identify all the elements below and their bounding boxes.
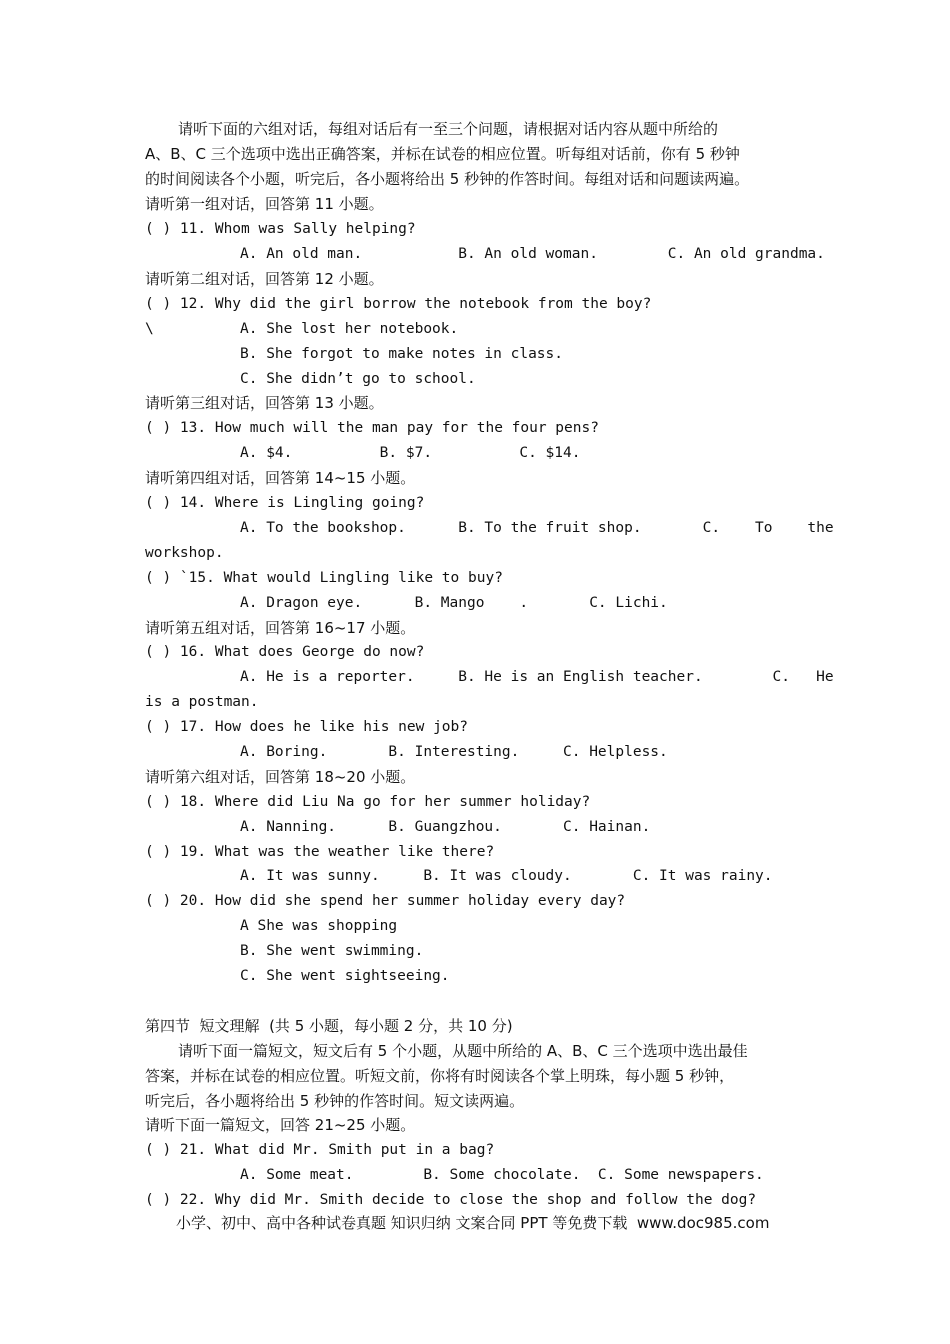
question-22: ( ) 22. Why did Mr. Smith decide to close the shop and follow the dog? bbox=[145, 1192, 757, 1208]
section-4-intro-line-3: 听完后，各小题将给出 5 秒钟的作答时间。短文读两遍。 bbox=[145, 1092, 525, 1110]
question-12-option-a: A. She lost her notebook. bbox=[240, 321, 459, 337]
question-19-options: A. It was sunny. B. It was cloudy. C. It was rainy. bbox=[240, 868, 773, 884]
group-5-heading: 请听第五组对话，回答第 16~17 小题。 bbox=[145, 619, 416, 637]
question-14-options: A. To the bookshop. B. To the fruit shop. C. To the bbox=[240, 520, 834, 536]
question-12: ( ) 12. Why did the girl borrow the notebook from the boy? bbox=[145, 296, 652, 312]
question-17: ( ) 17. How does he like his new job? bbox=[145, 719, 469, 735]
question-18-options: A. Nanning. B. Guangzhou. C. Hainan. bbox=[240, 819, 651, 835]
question-16-options-wrap: is a postman. bbox=[145, 694, 259, 710]
question-12-option-b: B. She forgot to make notes in class. bbox=[240, 346, 564, 362]
question-20-option-c: C. She went sightseeing. bbox=[240, 968, 450, 984]
stray-mark: \ bbox=[145, 321, 154, 337]
footer-download-note: 小学、初中、高中各种试卷真题 知识归纳 文案合同 PPT 等免费下载 www.doc985.com bbox=[176, 1214, 770, 1232]
section-4-intro-line-2: 答案，并标在试卷的相应位置。听短文前，你将有时阅读各个掌上明珠，每小题 5 秒钟， bbox=[145, 1067, 735, 1085]
question-20-option-a: A She was shopping bbox=[240, 918, 398, 934]
question-14-options-wrap: workshop. bbox=[145, 545, 224, 561]
question-18: ( ) 18. Where did Liu Na go for her summer holiday? bbox=[145, 794, 591, 810]
question-20: ( ) 20. How did she spend her summer holiday every day? bbox=[145, 893, 626, 909]
question-15: ( ) `15. What would Lingling like to buy? bbox=[145, 570, 503, 586]
group-1-heading: 请听第一组对话，回答第 11 小题。 bbox=[145, 195, 384, 213]
question-21-options: A. Some meat. B. Some chocolate. C. Some newspapers. bbox=[240, 1167, 764, 1183]
intro-line-2: A、B、C 三个选项中选出正确答案，并标在试卷的相应位置。听每组对话前，你有 5 秒钟 bbox=[145, 145, 740, 163]
group-4-heading: 请听第四组对话，回答第 14~15 小题。 bbox=[145, 469, 416, 487]
question-20-option-b: B. She went swimming. bbox=[240, 943, 424, 959]
passage-heading: 请听下面一篇短文，回答 21~25 小题。 bbox=[145, 1116, 416, 1134]
question-19: ( ) 19. What was the weather like there? bbox=[145, 844, 495, 860]
intro-line-1: 请听下面的六组对话，每组对话后有一至三个问题，请根据对话内容从题中所给的 bbox=[178, 120, 719, 138]
question-21: ( ) 21. What did Mr. Smith put in a bag? bbox=[145, 1142, 495, 1158]
question-16-options: A. He is a reporter. B. He is an English teacher. C. He bbox=[240, 669, 834, 685]
question-16: ( ) 16. What does George do now? bbox=[145, 644, 425, 660]
question-11: ( ) 11. Whom was Sally helping? bbox=[145, 221, 416, 237]
group-3-heading: 请听第三组对话，回答第 13 小题。 bbox=[145, 394, 384, 412]
group-2-heading: 请听第二组对话，回答第 12 小题。 bbox=[145, 270, 384, 288]
section-4-intro-line-1: 请听下面一篇短文，短文后有 5 个小题，从题中所给的 A、B、C 三个选项中选出最佳 bbox=[178, 1042, 748, 1060]
question-13-options: A. $4. B. $7. C. $14. bbox=[240, 445, 581, 461]
group-6-heading: 请听第六组对话，回答第 18~20 小题。 bbox=[145, 768, 416, 786]
question-17-options: A. Boring. B. Interesting. C. Helpless. bbox=[240, 744, 668, 760]
question-13: ( ) 13. How much will the man pay for the four pens? bbox=[145, 420, 599, 436]
section-4-title: 第四节 短文理解 (共 5 小题，每小题 2 分，共 10 分) bbox=[145, 1017, 513, 1035]
intro-line-3: 的时间阅读各个小题，听完后，各小题将给出 5 秒钟的作答时间。每组对话和问题读两遍。 bbox=[145, 170, 750, 188]
question-15-options: A. Dragon eye. B. Mango . C. Lichi. bbox=[240, 595, 668, 611]
question-11-options: A. An old man. B. An old woman. C. An old grandma. bbox=[240, 246, 825, 262]
question-14: ( ) 14. Where is Lingling going? bbox=[145, 495, 425, 511]
question-12-option-c: C. She didn’t go to school. bbox=[240, 371, 476, 387]
